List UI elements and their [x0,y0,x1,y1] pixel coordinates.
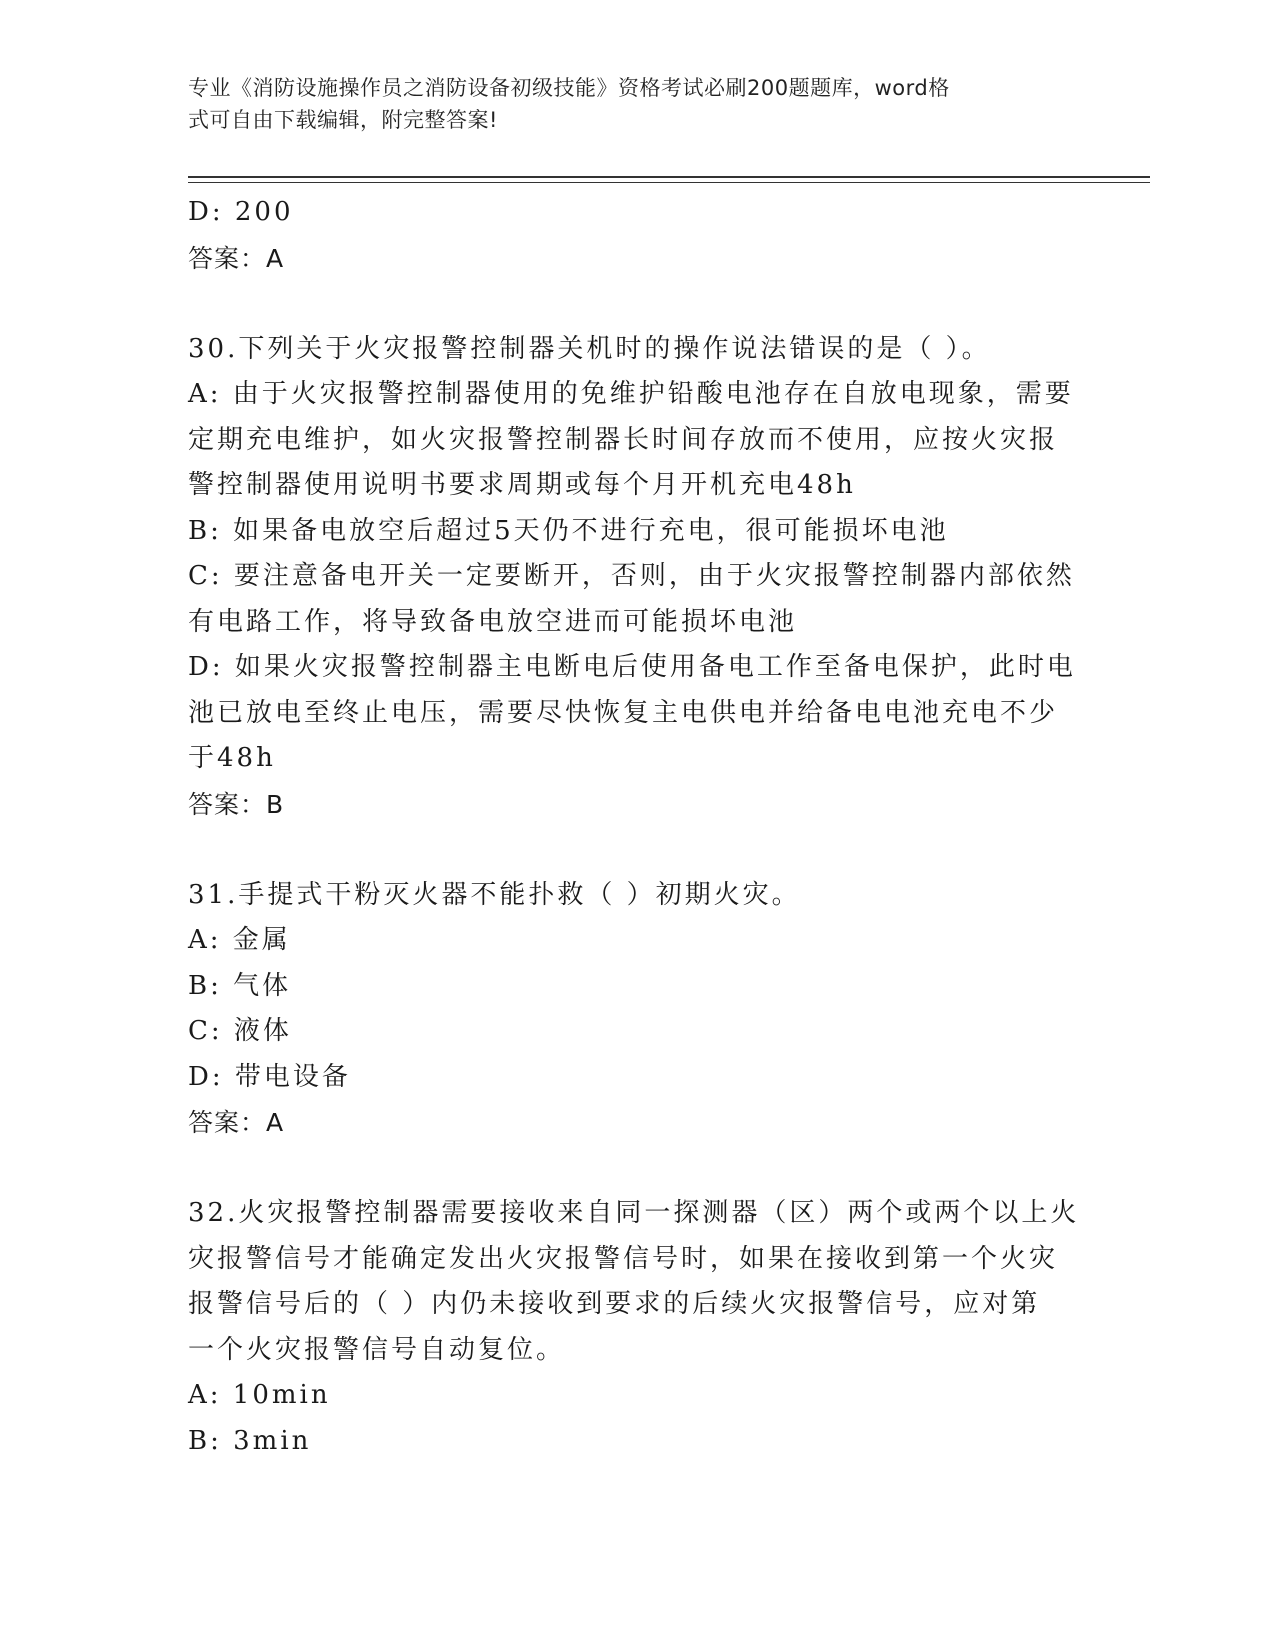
header-rule-thin [188,182,1150,183]
spacer [188,281,1083,327]
spacer [188,1146,1083,1192]
q31-option-c: C: 液体 [188,1016,292,1046]
q32-option-a: A: 10min [188,1380,331,1410]
q32-stem-line-1: 32.火灾报警控制器需要接收来自同一探测器（区）两个或两个以上火 [188,1198,1080,1228]
q29-option-d: D: 200 [188,197,294,227]
q30-option-b: B: 如果备电放空后超过5天仍不进行充电，很可能损坏电池 [188,515,949,546]
header-rule-thick [188,176,1150,178]
q32-stem-line-2: 灾报警信号才能确定发出火灾报警信号时，如果在接收到第一个火灾 [188,1243,1059,1274]
q30-option-a-line-3: 警控制器使用说明书要求周期或每个月开机充电48h [188,470,856,500]
q30-answer: 答案：B [188,789,285,819]
q30-option-c-line-2: 有电路工作，将导致备电放空进而可能损坏电池 [188,606,798,637]
q31-stem: 31.手提式干粉灭火器不能扑救（ ）初期火灾。 [188,879,801,910]
q29-answer: 答案：A [188,243,285,273]
page-header [188,72,1068,136]
q31-answer: 答案：A [188,1108,285,1137]
q30-option-d-line-2: 池已放电至终止电压，需要尽快恢复主电供电并给备电电池充电不少 [188,697,1059,728]
q31-option-d: D: 带电设备 [188,1061,351,1092]
q31-option-a: A: 金属 [188,925,291,955]
q30-option-d-line-3: 于48h [188,743,276,773]
q30-stem: 30.下列关于火灾报警控制器关机时的操作说法错误的是（ ）。 [188,333,991,364]
header-title-line-1: 专业《消防设施操作员之消防设备初级技能》资格考试必刷200题题库，word格 [188,76,950,100]
spacer [188,827,1083,873]
q31-option-b: B: 气体 [188,970,292,1001]
q30-option-c-line-1: C: 要注意备电开关一定要断开，否则，由于火灾报警控制器内部依然 [188,561,1075,591]
header-title-line-2: 式可自由下载编辑，附完整答案! [188,108,498,132]
q32-stem-line-3: 报警信号后的（ ）内仍未接收到要求的后续火灾报警信号，应对第 [188,1289,1041,1319]
q30-option-a-line-2: 定期充电维护，如火灾报警控制器长时间存放而不使用，应按火灾报 [188,424,1059,455]
q32-stem-line-4: 一个火灾报警信号自动复位。 [188,1334,566,1365]
question-content [188,190,1083,1464]
q30-option-d-line-1: D: 如果火灾报警控制器主电断电后使用备电工作至备电保护，此时电 [188,652,1076,682]
q30-option-a-line-1: A: 由于火灾报警控制器使用的免维护铅酸电池存在自放电现象，需要 [188,379,1074,409]
q32-option-b: B: 3min [188,1425,312,1456]
